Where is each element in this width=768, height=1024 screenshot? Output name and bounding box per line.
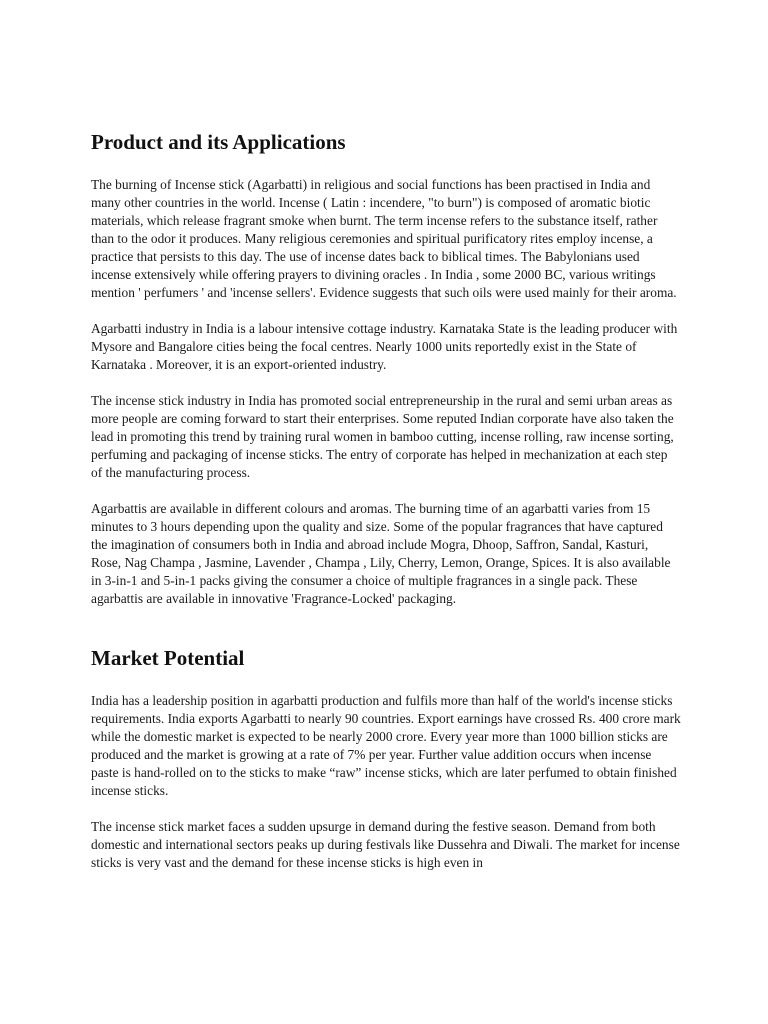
- section-heading-product-applications: Product and its Applications: [91, 130, 346, 154]
- paragraph-colours-aromas: Agarbattis are available in different colours and aromas. The burning time of an agarbatti varies from 15 minutes to 3 hours depending upon the quality and size. Some of the popular fragrances that have captured the imagination of consumers both in India and abroad include Mogra, Dhoop, Saffron, Sandal, Kasturi, Rose, Nag Champa , Jasmine, Lavender , Champa , Lily, Cherry, Lemon, Orange, Spices. It is also available in 3-in-1 and 5-in-1 packs giving the consumer a choice of multiple fragrances in a single pack. These agarbattis are available in innovative 'Fragrance-Locked' packaging.: [91, 501, 671, 606]
- paragraph-incense-history: The burning of Incense stick (Agarbatti) in religious and social functions has been practised in India and many other countries in the world. Incense ( Latin : incendere, "to burn") is composed of aromatic biotic materials, which release fragrant smoke when burnt. The term incense refers to the substance itself, rather than to the odor it produces. Many religious ceremonies and spiritual purificatory rites employ incense, a practice that persists to this day. The use of incense dates back to biblical times. The Babylonians used incense extensively while offering prayers to divining oracles . In India , some 2000 BC, various writings mention ' perfumers ' and 'incense sellers'. Evidence suggests that such oils were used mainly for their aroma.: [91, 177, 677, 300]
- paragraph-festive-demand: The incense stick market faces a sudden upsurge in demand during the festive season. Demand from both domestic and international sectors peaks up during festivals like Dussehra and Diwali. The market for incense sticks is very vast and the demand for these incense sticks is high even in: [91, 819, 680, 870]
- section-heading-market-potential: Market Potential: [91, 646, 245, 670]
- paragraph-market-leadership: India has a leadership position in agarbatti production and fulfils more than half of the world's incense sticks requirements. India exports Agarbatti to nearly 90 countries. Export earnings have crossed Rs. 400 crore mark while the domestic market is expected to be nearly 2000 crore. Every year more than 1000 billion sticks are produced and the market is growing at a rate of 7% per year. Further value addition occurs when incense paste is hand-rolled on to the sticks to make “raw” incense sticks, which are later perfumed to obtain finished incense sticks.: [91, 693, 681, 798]
- paragraph-agarbatti-industry: Agarbatti industry in India is a labour intensive cottage industry. Karnataka State is the leading producer with Mysore and Bangalore cities being the focal centres. Nearly 1000 units reportedly exist in the State of Karnataka . Moreover, it is an export-oriented industry.: [91, 321, 678, 372]
- document-page: [91, 128, 681, 890]
- paragraph-social-entrepreneurship: The incense stick industry in India has promoted social entrepreneurship in the rural and semi urban areas as more people are coming forward to start their enterprises. Some reputed Indian corporate have also taken the lead in promoting this trend by training rural women in bamboo cutting, incense rolling, raw incense sorting, perfuming and packaging of incense sticks. The entry of corporate has helped in mechanization at each step of the manufacturing process.: [91, 393, 674, 480]
